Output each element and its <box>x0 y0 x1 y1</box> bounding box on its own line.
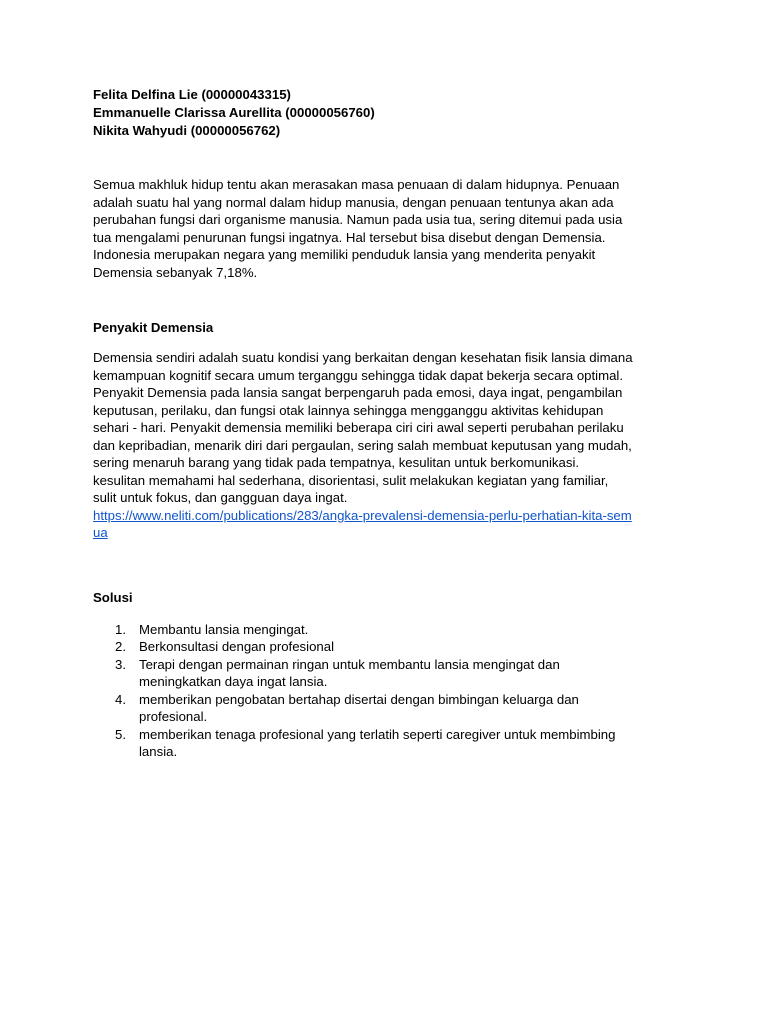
list-item-text: profesional. <box>139 709 208 724</box>
paragraph-line: dan kepribadian, menarik diri dari pergaulan, sering salah membuat keputusan yang mudah, <box>93 437 632 453</box>
paragraph-line: sehari - hari. Penyakit demensia memiliki beberapa ciri ciri awal seperti perubahan perilaku <box>93 420 624 435</box>
list-item-number: 2. <box>115 639 126 654</box>
solution-list <box>93 621 683 761</box>
paragraph-line: kemampuan kognitif secara umum terganggu sehingga tidak dapat bekerja secara optimal. <box>93 367 624 383</box>
list-item-text: Berkonsultasi dengan profesional <box>139 639 335 654</box>
author-list <box>93 86 683 140</box>
list-item-number: 4. <box>115 691 126 707</box>
paragraph-line: sering menaruh barang yang tidak pada tempatnya, kesulitan untuk berkomunikasi. <box>93 455 580 470</box>
paragraph-line: kesulitan memahami hal sederhana, disorientasi, sulit melakukan kegiatan yang familiar, <box>93 472 609 488</box>
intro-paragraph <box>93 176 683 281</box>
list-item-number: 3. <box>115 656 126 672</box>
author-line: Emmanuelle Clarissa Aurellita (00000056760) <box>93 105 375 120</box>
list-item <box>93 621 683 639</box>
author-line: Nikita Wahyudi (00000056762) <box>93 123 281 138</box>
list-item-text: memberikan pengobatan bertahap disertai dengan bimbingan keluarga dan <box>139 691 579 707</box>
list-item <box>93 656 683 691</box>
paragraph-line: perubahan fungsi dari organisme manusia. Namun pada usia tua, sering ditemui pada usia <box>93 212 623 227</box>
paragraph-line: Semua makhluk hidup tentu akan merasakan masa penuaan di dalam hidupnya. Penuaan <box>93 177 620 192</box>
list-item <box>93 726 683 761</box>
paragraph-line: sulit untuk fokus, dan gangguan daya ingat. <box>93 490 348 505</box>
paragraph-line: Demensia sebanyak 7,18%. <box>93 264 258 280</box>
section-heading-penyakit-demensia: Penyakit Demensia <box>93 320 214 335</box>
demensia-paragraph <box>93 349 683 542</box>
author-line: Felita Delfina Lie (00000043315) <box>93 87 291 102</box>
paragraph-line: Indonesia merupakan negara yang memiliki penduduk lansia yang menderita penyakit <box>93 247 596 262</box>
reference-link[interactable]: https://www.neliti.com/publications/283/angka-prevalensi-demensia-perlu-perhatian-kita-sem <box>93 507 632 523</box>
list-item <box>93 638 683 656</box>
reference-link-continuation[interactable]: ua <box>93 525 108 540</box>
list-item-number: 5. <box>115 726 126 742</box>
paragraph-line: Penyakit Demensia pada lansia sangat berpengaruh pada emosi, daya ingat, pengambilan <box>93 385 623 400</box>
paragraph-line: tua mengalami penurunan fungsi ingatnya. Hal tersebut bisa disebut dengan Demensia. <box>93 229 606 245</box>
list-item-number: 1. <box>115 621 126 637</box>
list-item-text: memberikan tenaga profesional yang terlatih seperti caregiver untuk membimbing <box>139 726 616 742</box>
document-page <box>93 86 683 761</box>
paragraph-line: keputusan, perilaku, dan fungsi otak lainnya sehingga mengganggu aktivitas kehidupan <box>93 402 604 418</box>
list-item-text: meningkatkan daya ingat lansia. <box>139 674 328 689</box>
list-item <box>93 691 683 726</box>
list-item-text: lansia. <box>139 744 178 759</box>
section-heading-solusi: Solusi <box>93 589 133 605</box>
list-item-text: Membantu lansia mengingat. <box>139 621 309 637</box>
list-item-text: Terapi dengan permainan ringan untuk membantu lansia mengingat dan <box>139 656 560 672</box>
paragraph-line: Demensia sendiri adalah suatu kondisi yang berkaitan dengan kesehatan fisik lansia dimana <box>93 350 633 365</box>
paragraph-line: adalah suatu hal yang normal dalam hidup manusia, dengan penuaan tentunya akan ada <box>93 194 614 210</box>
